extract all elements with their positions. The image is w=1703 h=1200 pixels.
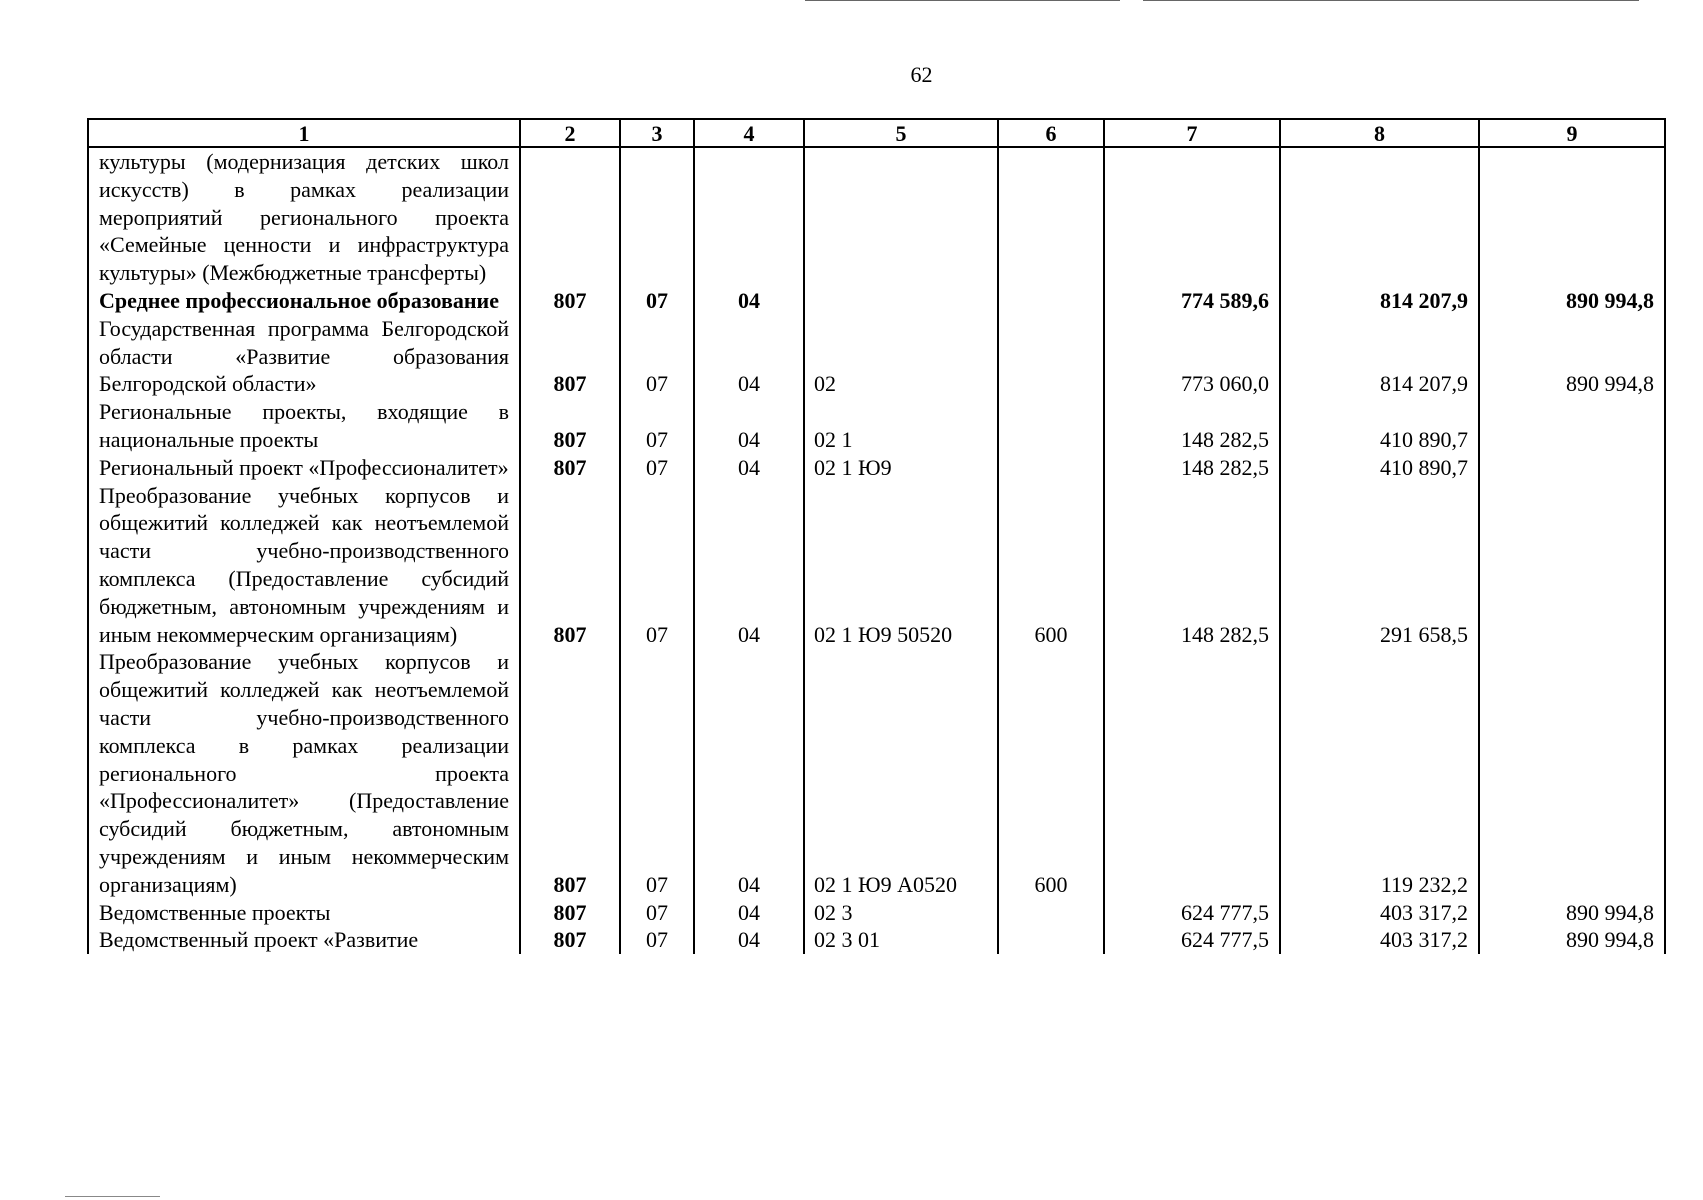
header-col-2: 2 <box>520 119 620 147</box>
footer-rule <box>65 1196 160 1197</box>
cell-amount-col8 <box>1280 147 1479 287</box>
cell-subsection-code: 04 <box>694 454 804 482</box>
cell-subsection-code: 04 <box>694 899 804 927</box>
cell-amount-col7: 624 777,5 <box>1104 899 1280 927</box>
cell-section-code: 07 <box>620 454 694 482</box>
header-col-1: 1 <box>88 119 520 147</box>
cell-subsection-code: 04 <box>694 315 804 398</box>
cell-amount-col7: 148 282,5 <box>1104 398 1280 454</box>
cell-section-code: 07 <box>620 899 694 927</box>
cell-amount-col8: 814 207,9 <box>1280 287 1479 315</box>
cell-target-article: 02 <box>804 315 998 398</box>
header-col-3: 3 <box>620 119 694 147</box>
cell-expense-type <box>998 147 1104 287</box>
cell-expense-type: 600 <box>998 482 1104 649</box>
cell-target-article: 02 1 Ю9 <box>804 454 998 482</box>
cell-ministry-code: 807 <box>520 287 620 315</box>
cell-amount-col9 <box>1479 398 1665 454</box>
cell-subsection-code: 04 <box>694 398 804 454</box>
header-col-6: 6 <box>998 119 1104 147</box>
cell-target-article <box>804 147 998 287</box>
row-name: Преобразование учебных корпусов и общежитий колледжей как неотъемлемой части учебно-производственного комплекса в рамках реализации регионального проекта «Профессионалитет» (Предоставление субсидий бюджетным, автономным учреждениям и иным некоммерческим организациям) <box>88 648 520 898</box>
table-row <box>88 482 1665 649</box>
cell-ministry-code: 807 <box>520 454 620 482</box>
row-name: Региональный проект «Профессионалитет» <box>88 454 520 482</box>
header-col-7: 7 <box>1104 119 1280 147</box>
cell-expense-type <box>998 454 1104 482</box>
cell-expense-type <box>998 398 1104 454</box>
table-row <box>88 398 1665 454</box>
cell-expense-type <box>998 287 1104 315</box>
cell-amount-col9 <box>1479 147 1665 287</box>
cell-target-article: 02 1 <box>804 398 998 454</box>
cell-amount-col8: 410 890,7 <box>1280 454 1479 482</box>
cell-section-code <box>620 147 694 287</box>
budget-table <box>87 118 1666 954</box>
cell-expense-type <box>998 315 1104 398</box>
row-name: Ведомственный проект «Развитие <box>88 926 520 954</box>
cell-amount-col8: 403 317,2 <box>1280 899 1479 927</box>
table-row <box>88 315 1665 398</box>
cell-amount-col7 <box>1104 648 1280 898</box>
header-col-4: 4 <box>694 119 804 147</box>
cell-amount-col9: 890 994,8 <box>1479 315 1665 398</box>
cell-target-article <box>804 287 998 315</box>
cell-expense-type: 600 <box>998 648 1104 898</box>
cell-amount-col7: 148 282,5 <box>1104 454 1280 482</box>
cell-subsection-code <box>694 147 804 287</box>
table-row <box>88 926 1665 954</box>
row-name: Государственная программа Белгородской области «Развитие образования Белгородской области» <box>88 315 520 398</box>
cell-amount-col7: 774 589,6 <box>1104 287 1280 315</box>
cell-section-code: 07 <box>620 287 694 315</box>
cell-ministry-code: 807 <box>520 926 620 954</box>
row-name: Ведомственные проекты <box>88 899 520 927</box>
cell-subsection-code: 04 <box>694 482 804 649</box>
cell-subsection-code: 04 <box>694 648 804 898</box>
cell-ministry-code: 807 <box>520 899 620 927</box>
cell-ministry-code: 807 <box>520 648 620 898</box>
cell-amount-col7: 624 777,5 <box>1104 926 1280 954</box>
cell-section-code: 07 <box>620 482 694 649</box>
cell-ministry-code: 807 <box>520 315 620 398</box>
cell-expense-type <box>998 899 1104 927</box>
cell-amount-col9: 890 994,8 <box>1479 926 1665 954</box>
cell-amount-col8: 291 658,5 <box>1280 482 1479 649</box>
cell-amount-col9 <box>1479 482 1665 649</box>
cell-amount-col7 <box>1104 147 1280 287</box>
row-name: культуры (модернизация детских школ искусств) в рамках реализации мероприятий регионального проекта «Семейные ценности и инфраструктура культуры» (Межбюджетные трансферты) <box>88 147 520 287</box>
cell-amount-col7: 773 060,0 <box>1104 315 1280 398</box>
cell-section-code: 07 <box>620 398 694 454</box>
cell-amount-col8: 814 207,9 <box>1280 315 1479 398</box>
cell-target-article: 02 1 Ю9 А0520 <box>804 648 998 898</box>
cell-amount-col9: 890 994,8 <box>1479 899 1665 927</box>
cell-amount-col8: 119 232,2 <box>1280 648 1479 898</box>
header-row <box>88 119 1665 147</box>
cell-section-code: 07 <box>620 926 694 954</box>
cell-subsection-code: 04 <box>694 926 804 954</box>
table-row <box>88 454 1665 482</box>
cell-amount-col8: 410 890,7 <box>1280 398 1479 454</box>
header-col-8: 8 <box>1280 119 1479 147</box>
table-row <box>88 287 1665 315</box>
cell-amount-col9: 890 994,8 <box>1479 287 1665 315</box>
cell-section-code: 07 <box>620 315 694 398</box>
cell-amount-col9 <box>1479 454 1665 482</box>
header-col-9: 9 <box>1479 119 1665 147</box>
header-col-5: 5 <box>804 119 998 147</box>
table-row <box>88 899 1665 927</box>
cell-target-article: 02 3 <box>804 899 998 927</box>
page-number: 62 <box>910 62 933 87</box>
row-name: Среднее профессиональное образование <box>88 287 520 315</box>
cell-target-article: 02 3 01 <box>804 926 998 954</box>
row-name: Преобразование учебных корпусов и общежитий колледжей как неотъемлемой части учебно-производственного комплекса (Предоставление субсидий бюджетным, автономным учреждениям и иным некоммерческим организациям) <box>88 482 520 649</box>
cell-ministry-code: 807 <box>520 398 620 454</box>
row-name: Региональные проекты, входящие в национальные проекты <box>88 398 520 454</box>
top-rule-left <box>805 0 1120 1</box>
table-row <box>88 648 1665 898</box>
cell-ministry-code: 807 <box>520 482 620 649</box>
cell-ministry-code <box>520 147 620 287</box>
cell-target-article: 02 1 Ю9 50520 <box>804 482 998 649</box>
cell-subsection-code: 04 <box>694 287 804 315</box>
cell-amount-col7: 148 282,5 <box>1104 482 1280 649</box>
top-rule-right <box>1143 0 1639 1</box>
cell-amount-col9 <box>1479 648 1665 898</box>
table-row <box>88 147 1665 287</box>
cell-section-code: 07 <box>620 648 694 898</box>
cell-expense-type <box>998 926 1104 954</box>
cell-amount-col8: 403 317,2 <box>1280 926 1479 954</box>
